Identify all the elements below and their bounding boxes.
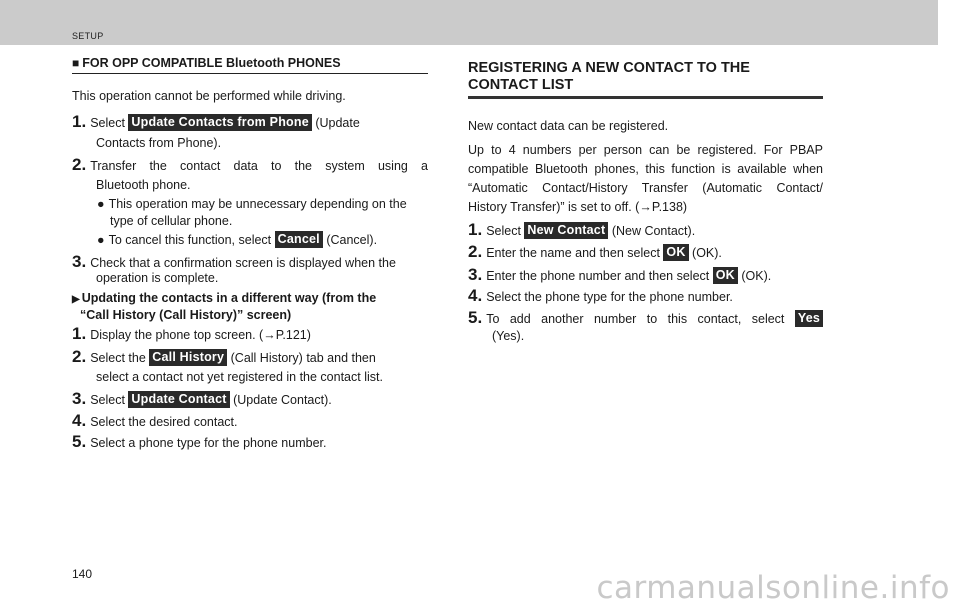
step-number: 3. <box>72 389 87 408</box>
call-history-tab[interactable]: Call History <box>149 349 227 366</box>
alt-step-3 <box>72 388 332 411</box>
step-text: Enter the phone number and then select <box>486 269 710 283</box>
step-3-cont: operation is complete. <box>96 271 219 285</box>
right-para-line: Up to 4 numbers per person can be registered. For PBAP <box>468 143 823 157</box>
cancel-button[interactable]: Cancel <box>275 231 323 248</box>
yes-button[interactable]: Yes <box>795 310 823 327</box>
alt-step-1 <box>72 323 311 346</box>
right-para-line: History Transfer)” is set to off. (→P.138) <box>468 200 688 214</box>
step-1-cont: Contacts from Phone). <box>96 136 222 150</box>
square-marker-icon: ■ <box>72 56 80 70</box>
triangle-right-icon: ▶ <box>72 294 80 305</box>
right-intro: New contact data can be registered. <box>468 119 669 133</box>
watermark: carmanualsonline.info <box>596 570 950 606</box>
step-2 <box>72 154 428 177</box>
step-number: 3. <box>468 265 483 284</box>
alt-step-2-cont: select a contact not yet registered in the contact list. <box>96 370 383 384</box>
step-text: Select <box>90 393 125 407</box>
step-text: Select the phone type for the phone number. <box>486 290 733 304</box>
right-step-2 <box>468 241 722 264</box>
step-2-cont: Bluetooth phone. <box>96 178 191 192</box>
bullet-text: To cancel this function, select <box>108 233 272 247</box>
alt-method-heading-text: Updating the contacts in a different way (from the <box>81 291 377 305</box>
step-text: Select <box>90 116 125 130</box>
step-number: 5. <box>468 308 483 327</box>
step-text: (New Contact). <box>611 224 696 238</box>
step-text: (Update Contact). <box>233 393 332 407</box>
bullet-1-cont: type of cellular phone. <box>110 214 233 228</box>
step-text: Check that a confirmation screen is displayed when the <box>90 256 396 270</box>
section-heading-line: CONTACT LIST <box>468 77 574 93</box>
right-para-line: compatible Bluetooth phones, this function is available when <box>468 162 823 176</box>
step-number: 2. <box>72 347 87 366</box>
step-1 <box>72 111 360 134</box>
step-number: 2. <box>468 242 483 261</box>
bullet-icon: ● <box>97 233 105 247</box>
step-text: Select <box>486 224 521 238</box>
bullet-icon: ● <box>97 197 105 211</box>
page-number: 140 <box>72 567 93 581</box>
step-number: 3. <box>72 252 87 271</box>
right-para-line: “Automatic Contact/History Transfer (Automatic Contact/ <box>468 181 823 195</box>
section-heading <box>468 60 823 99</box>
alt-step-5 <box>72 431 326 454</box>
step-number: 1. <box>72 112 87 131</box>
section-heading-line: REGISTERING A NEW CONTACT TO THE <box>468 60 750 76</box>
right-step-4 <box>468 285 733 308</box>
step-text: (OK). <box>741 269 772 283</box>
step-number: 5. <box>72 432 87 451</box>
right-step-5-cont: (Yes). <box>492 329 525 343</box>
header-band <box>0 0 938 45</box>
alt-method-heading-cont: “Call History (Call History)” screen) <box>80 308 292 322</box>
new-contact-button[interactable]: New Contact <box>524 222 608 239</box>
bullet-2 <box>97 230 377 251</box>
step-text: Select the <box>90 351 146 365</box>
alt-step-2 <box>72 346 428 369</box>
step-number: 4. <box>468 286 483 305</box>
intro-text: This operation cannot be performed while driving. <box>72 89 346 103</box>
bullet-text: This operation may be unnecessary depending on the <box>108 197 407 211</box>
step-text: Select the desired contact. <box>90 415 238 429</box>
right-step-3 <box>468 264 771 287</box>
bullet-text: (Cancel). <box>326 233 378 247</box>
step-text: To add another number to this contact, select <box>486 312 785 326</box>
step-text: (OK). <box>692 246 722 260</box>
subsection-heading <box>72 56 428 74</box>
step-text: Select a phone type for the phone number. <box>90 436 327 450</box>
right-step-1 <box>468 219 695 242</box>
step-number: 1. <box>72 324 87 343</box>
step-number: 2. <box>72 155 87 174</box>
step-text: Enter the name and then select <box>486 246 660 260</box>
step-text: (Call History) tab and then <box>230 351 376 365</box>
section-label: SETUP <box>72 31 104 41</box>
step-text: Display the phone top screen. (→P.121) <box>90 328 311 342</box>
step-number: 1. <box>468 220 483 239</box>
step-text: (Update <box>315 116 360 130</box>
subsection-heading-text: FOR OPP COMPATIBLE Bluetooth PHONES <box>82 56 341 70</box>
step-number: 4. <box>72 411 87 430</box>
update-contacts-from-phone-button[interactable]: Update Contacts from Phone <box>128 114 311 131</box>
update-contact-button[interactable]: Update Contact <box>128 391 229 408</box>
step-text: Transfer the contact data to the system using a <box>90 159 428 173</box>
ok-button[interactable]: OK <box>713 267 738 284</box>
alt-step-4 <box>72 410 238 433</box>
ok-button[interactable]: OK <box>663 244 688 261</box>
